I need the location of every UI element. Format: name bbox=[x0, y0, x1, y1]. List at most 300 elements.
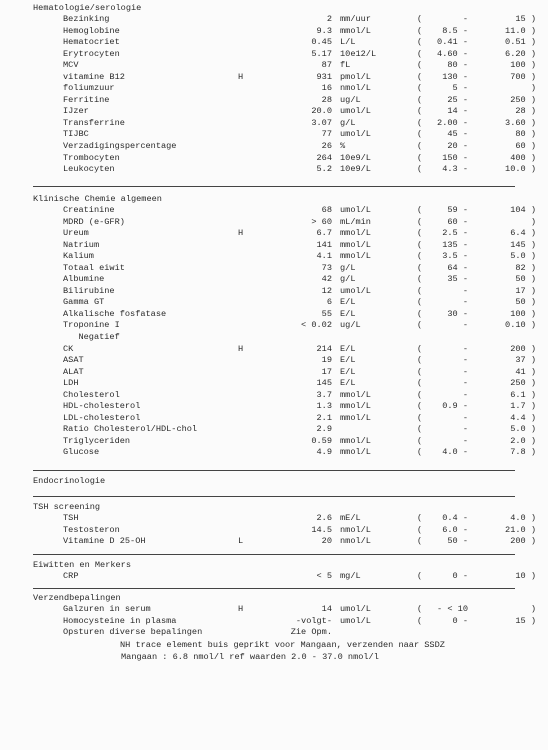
test-name: Leukocyten bbox=[63, 164, 115, 175]
reference-high: 50 ) bbox=[515, 274, 536, 285]
result-row bbox=[33, 216, 536, 229]
result-value: 2.1 bbox=[316, 412, 332, 423]
result-value: 1.3 bbox=[316, 401, 332, 412]
result-row bbox=[33, 320, 536, 332]
test-name: CK bbox=[63, 343, 74, 354]
reference-low: 25 - bbox=[447, 94, 468, 105]
reference-high: 104 ) bbox=[510, 205, 536, 215]
reference-open-paren: ( bbox=[417, 412, 423, 423]
test-name: TSH bbox=[63, 513, 79, 523]
result-unit: mmol/L bbox=[340, 251, 371, 262]
result-unit: umol/L bbox=[340, 604, 371, 614]
result-unit: mmol/L bbox=[340, 239, 371, 250]
result-value: 17 bbox=[321, 366, 332, 377]
section-endocrinologie bbox=[33, 475, 533, 487]
result-row bbox=[33, 571, 536, 583]
reference-open-paren: ( bbox=[417, 524, 423, 535]
result-value: 6.7 bbox=[316, 228, 332, 239]
section-divider bbox=[33, 496, 515, 497]
reference-open-paren: ( bbox=[417, 378, 423, 389]
reference-open-paren: ( bbox=[417, 435, 423, 446]
reference-low: - bbox=[462, 389, 468, 400]
test-name: Creatinine bbox=[63, 205, 115, 215]
test-name: MCV bbox=[63, 60, 79, 71]
result-row bbox=[33, 164, 536, 176]
reference-low: 64 - bbox=[447, 262, 468, 273]
result-value: 3.07 bbox=[311, 117, 332, 128]
test-name: Gamma GT bbox=[63, 297, 105, 308]
reference-low: - bbox=[462, 343, 468, 354]
result-value: 264 bbox=[316, 152, 332, 163]
result-row bbox=[33, 513, 536, 525]
result-row bbox=[33, 239, 536, 252]
reference-low: 2.00 - bbox=[437, 117, 468, 128]
reference-high: 700 ) bbox=[510, 71, 536, 82]
reference-low: - bbox=[462, 435, 468, 446]
result-unit: 10e9/L bbox=[340, 152, 371, 163]
result-unit: 10e9/L bbox=[340, 164, 371, 175]
result-row bbox=[33, 94, 536, 107]
result-unit: % bbox=[340, 141, 346, 152]
result-value: 20 bbox=[321, 536, 332, 547]
reference-low: - bbox=[462, 297, 468, 308]
result-value: 0.59 bbox=[311, 435, 332, 446]
result-row bbox=[33, 412, 536, 425]
result-unit: mmol/L bbox=[340, 228, 371, 239]
result-row bbox=[33, 355, 536, 367]
reference-open-paren: ( bbox=[417, 615, 423, 626]
result-unit: mE/L bbox=[340, 513, 361, 523]
test-name: HDL-cholesterol bbox=[63, 401, 141, 412]
result-row bbox=[33, 285, 536, 298]
reference-low: 5 - bbox=[452, 83, 468, 94]
reference-high: 50 ) bbox=[515, 297, 536, 308]
test-name: Testosteron bbox=[63, 524, 120, 535]
test-name: TIJBC bbox=[63, 129, 89, 140]
note-line-2: Mangaan : 6.8 nmol/l ref waarden 2.0 - 37.0 nmol/l bbox=[121, 652, 379, 662]
reference-open-paren: ( bbox=[417, 94, 423, 105]
reference-low: 4.60 - bbox=[437, 48, 468, 59]
abnormal-flag: H bbox=[238, 228, 244, 239]
test-name: IJzer bbox=[63, 106, 89, 117]
section-divider bbox=[33, 186, 515, 187]
result-value: 12 bbox=[321, 285, 332, 296]
section-divider bbox=[33, 554, 515, 555]
test-name: Kalium bbox=[63, 251, 94, 262]
result-value: 5.2 bbox=[316, 164, 332, 175]
reference-high: 17 ) bbox=[515, 285, 536, 296]
reference-low: 3.5 - bbox=[442, 251, 468, 262]
result-value: 73 bbox=[321, 262, 332, 273]
reference-open-paren: ( bbox=[417, 536, 423, 547]
reference-low: - bbox=[462, 14, 468, 24]
reference-open-paren: ( bbox=[417, 447, 423, 458]
test-name: foliumzuur bbox=[63, 83, 115, 94]
reference-low: - bbox=[462, 285, 468, 296]
test-name: LDH bbox=[63, 378, 79, 389]
test-name: Vitamine D 25-OH bbox=[63, 536, 146, 547]
reference-open-paren: ( bbox=[417, 343, 423, 354]
reference-open-paren: ( bbox=[417, 37, 423, 48]
reference-low: 0.4 - bbox=[442, 513, 468, 523]
reference-open-paren: ( bbox=[417, 216, 423, 227]
result-row bbox=[33, 424, 536, 436]
result-row bbox=[33, 117, 536, 130]
reference-high: 10.0 ) bbox=[505, 164, 536, 175]
result-row bbox=[33, 615, 536, 628]
reference-open-paren: ( bbox=[417, 129, 423, 140]
reference-low: 4.0 - bbox=[442, 447, 468, 458]
abnormal-flag: H bbox=[238, 604, 244, 614]
reference-high: 15 ) bbox=[515, 14, 536, 24]
reference-open-paren: ( bbox=[417, 401, 423, 412]
result-row bbox=[33, 205, 536, 217]
result-unit: nmol/L bbox=[340, 524, 371, 535]
reference-low: 80 - bbox=[447, 60, 468, 71]
reference-low: - bbox=[462, 378, 468, 389]
reference-open-paren: ( bbox=[417, 366, 423, 377]
result-unit: umol/L bbox=[340, 285, 371, 296]
reference-open-paren: ( bbox=[417, 25, 423, 36]
result-value: -volgt- bbox=[295, 615, 332, 626]
section-eiwitten-merkers bbox=[33, 559, 536, 583]
reference-open-paren: ( bbox=[417, 604, 423, 614]
test-name: Totaal eiwit bbox=[63, 262, 125, 273]
result-unit: 10e12/L bbox=[340, 48, 377, 59]
reference-open-paren: ( bbox=[417, 71, 423, 82]
reference-high: 41 ) bbox=[515, 366, 536, 377]
reference-high: 4.4 ) bbox=[510, 412, 536, 423]
test-name: Erytrocyten bbox=[63, 48, 120, 59]
reference-high: 6.1 ) bbox=[510, 389, 536, 400]
reference-open-paren: ( bbox=[417, 251, 423, 262]
result-unit: E/L bbox=[340, 297, 356, 308]
result-row bbox=[33, 129, 536, 141]
reference-open-paren: ( bbox=[417, 320, 423, 331]
reference-high: 5.0 ) bbox=[510, 251, 536, 262]
reference-open-paren: ( bbox=[417, 14, 423, 24]
result-unit: mmol/L bbox=[340, 447, 371, 458]
test-name: Natrium bbox=[63, 239, 100, 250]
reference-open-paren: ( bbox=[417, 274, 423, 285]
result-unit: umol/L bbox=[340, 205, 371, 215]
result-value: 42 bbox=[321, 274, 332, 285]
reference-low: 130 - bbox=[442, 71, 468, 82]
reference-high: 250 ) bbox=[510, 378, 536, 389]
test-name: Homocysteine in plasma bbox=[63, 615, 177, 626]
reference-high: 37 ) bbox=[515, 355, 536, 366]
reference-high: ) bbox=[530, 83, 536, 94]
result-value: 14.5 bbox=[311, 524, 332, 535]
test-name: Galzuren in serum bbox=[63, 604, 151, 614]
test-name: Glucose bbox=[63, 447, 100, 458]
test-name: ASAT bbox=[63, 355, 84, 366]
test-name: Opsturen diverse bepalingen bbox=[63, 627, 203, 638]
result-unit: E/L bbox=[340, 366, 356, 377]
reference-high: ) bbox=[530, 604, 536, 614]
result-unit: E/L bbox=[340, 355, 356, 366]
result-row bbox=[33, 228, 536, 240]
reference-high: 11.0 ) bbox=[505, 25, 536, 36]
result-unit: mmol/L bbox=[340, 412, 371, 423]
reference-low: 35 - bbox=[447, 274, 468, 285]
section-title: TSH screening bbox=[33, 502, 101, 512]
reference-high: 21.0 ) bbox=[505, 524, 536, 535]
result-row bbox=[33, 627, 533, 639]
test-name: ALAT bbox=[63, 366, 84, 377]
section-hematologie bbox=[33, 2, 536, 176]
result-row bbox=[33, 332, 533, 344]
result-row bbox=[33, 251, 536, 263]
result-value: 2.6 bbox=[316, 513, 332, 523]
note-line-1: NH trace element buis geprikt voor Mangaan, verzenden naar SSDZ bbox=[120, 640, 445, 650]
reference-high: 10 ) bbox=[515, 571, 536, 581]
result-value: 55 bbox=[321, 308, 332, 319]
test-name: Hemoglobine bbox=[63, 25, 120, 36]
result-row bbox=[33, 389, 536, 402]
result-row bbox=[33, 378, 536, 390]
test-name: Ferritine bbox=[63, 94, 110, 105]
test-name: Negatief bbox=[63, 332, 120, 343]
result-unit: ug/L bbox=[340, 94, 361, 105]
result-value: 5.17 bbox=[311, 48, 332, 59]
result-row bbox=[33, 262, 536, 275]
reference-low: - bbox=[462, 366, 468, 377]
reference-open-paren: ( bbox=[417, 83, 423, 94]
test-name: Trombocyten bbox=[63, 152, 120, 163]
result-row bbox=[33, 297, 536, 309]
reference-low: 2.5 - bbox=[442, 228, 468, 239]
result-row bbox=[33, 435, 536, 448]
result-value: 19 bbox=[321, 355, 332, 366]
reference-low: - bbox=[462, 424, 468, 435]
reference-open-paren: ( bbox=[417, 117, 423, 128]
result-unit: ug/L bbox=[340, 320, 361, 331]
reference-low: 0 - bbox=[452, 615, 468, 626]
reference-open-paren: ( bbox=[417, 141, 423, 152]
reference-open-paren: ( bbox=[417, 513, 423, 523]
reference-open-paren: ( bbox=[417, 239, 423, 250]
result-value: 28 bbox=[321, 94, 332, 105]
result-value: < 5 bbox=[316, 571, 332, 581]
reference-high: 250 ) bbox=[510, 94, 536, 105]
section-title: Eiwitten en Merkers bbox=[33, 560, 131, 570]
result-value: Zie Opm. bbox=[290, 627, 332, 638]
section-title: Endocrinologie bbox=[33, 476, 106, 486]
test-name: Alkalische fosfatase bbox=[63, 308, 167, 319]
test-name: LDL-cholesterol bbox=[63, 412, 141, 423]
result-value: 3.7 bbox=[316, 389, 332, 400]
reference-high: 145 ) bbox=[510, 239, 536, 250]
reference-low: - bbox=[462, 355, 468, 366]
reference-high: 200 ) bbox=[510, 536, 536, 547]
reference-low: 59 - bbox=[447, 205, 468, 215]
result-value: 2.9 bbox=[316, 424, 332, 435]
result-row bbox=[33, 447, 536, 459]
result-row bbox=[33, 106, 536, 118]
section-divider bbox=[33, 588, 515, 589]
result-value: 68 bbox=[321, 205, 332, 215]
result-row bbox=[33, 37, 536, 49]
section-title: Hematologie/serologie bbox=[33, 3, 142, 13]
result-unit: mmol/L bbox=[340, 435, 371, 446]
test-name: Triglyceriden bbox=[63, 435, 131, 446]
result-unit: mm/uur bbox=[340, 14, 371, 24]
reference-low: - bbox=[462, 320, 468, 331]
result-row bbox=[33, 152, 536, 165]
reference-low: 30 - bbox=[447, 308, 468, 319]
result-row bbox=[33, 604, 536, 616]
reference-low: 0.41 - bbox=[437, 37, 468, 48]
test-name: Cholesterol bbox=[63, 389, 120, 400]
result-unit: mL/min bbox=[340, 216, 371, 227]
reference-high: 6.4 ) bbox=[510, 228, 536, 239]
reference-high: 0.10 ) bbox=[505, 320, 536, 331]
test-name: Bilirubine bbox=[63, 285, 115, 296]
reference-open-paren: ( bbox=[417, 205, 423, 215]
result-row bbox=[33, 524, 536, 537]
reference-high: 82 ) bbox=[515, 262, 536, 273]
result-unit: mmol/L bbox=[340, 401, 371, 412]
result-unit: mmol/L bbox=[340, 389, 371, 400]
result-unit: fL bbox=[340, 60, 351, 71]
reference-open-paren: ( bbox=[417, 228, 423, 239]
result-row bbox=[33, 14, 536, 26]
reference-open-paren: ( bbox=[417, 164, 423, 175]
test-name: MDRD (e-GFR) bbox=[63, 216, 125, 227]
section-title: Verzendbepalingen bbox=[33, 593, 121, 603]
result-row bbox=[33, 366, 536, 379]
result-unit: E/L bbox=[340, 343, 356, 354]
result-unit: g/L bbox=[340, 274, 356, 285]
result-value: 4.1 bbox=[316, 251, 332, 262]
test-name: Hematocriet bbox=[63, 37, 120, 48]
result-value: 20.0 bbox=[311, 106, 332, 117]
reference-open-paren: ( bbox=[417, 106, 423, 117]
reference-low: - < 10 bbox=[437, 604, 468, 614]
reference-high: 80 ) bbox=[515, 129, 536, 140]
result-value: 4.9 bbox=[316, 447, 332, 458]
result-value: 931 bbox=[316, 71, 332, 82]
result-unit: nmol/L bbox=[340, 83, 371, 94]
reference-low: 0 - bbox=[452, 571, 468, 581]
result-value: 77 bbox=[321, 129, 332, 140]
section-verzendbepalingen bbox=[33, 592, 536, 639]
reference-high: 3.60 ) bbox=[505, 117, 536, 128]
result-row bbox=[33, 83, 536, 95]
result-row bbox=[33, 536, 536, 548]
reference-high: 0.51 ) bbox=[505, 37, 536, 48]
result-unit: E/L bbox=[340, 308, 356, 319]
reference-low: 50 - bbox=[447, 536, 468, 547]
reference-high: ) bbox=[530, 216, 536, 227]
result-unit: pmol/L bbox=[340, 71, 371, 82]
reference-high: 15 ) bbox=[515, 615, 536, 626]
reference-low: 20 - bbox=[447, 141, 468, 152]
result-value: > 60 bbox=[311, 216, 332, 227]
reference-high: 60 ) bbox=[515, 141, 536, 152]
reference-high: 100 ) bbox=[510, 60, 536, 71]
reference-low: 45 - bbox=[447, 129, 468, 140]
result-unit: E/L bbox=[340, 378, 356, 389]
reference-high: 200 ) bbox=[510, 343, 536, 354]
reference-open-paren: ( bbox=[417, 297, 423, 308]
reference-high: 5.0 ) bbox=[510, 424, 536, 435]
abnormal-flag: H bbox=[238, 71, 244, 82]
result-value: 214 bbox=[316, 343, 332, 354]
result-value: 87 bbox=[321, 60, 332, 71]
reference-open-paren: ( bbox=[417, 355, 423, 366]
result-unit: L/L bbox=[340, 37, 356, 48]
reference-open-paren: ( bbox=[417, 424, 423, 435]
result-value: 26 bbox=[321, 141, 332, 152]
reference-low: - bbox=[462, 412, 468, 423]
reference-low: 6.0 - bbox=[442, 524, 468, 535]
test-name: Albumine bbox=[63, 274, 105, 285]
section-tsh-screening bbox=[33, 501, 536, 548]
test-name: vitamine B12 bbox=[63, 71, 125, 82]
result-value: 145 bbox=[316, 378, 332, 389]
result-unit: g/L bbox=[340, 262, 356, 273]
test-name: Transferrine bbox=[63, 117, 125, 128]
test-name: CRP bbox=[63, 571, 79, 581]
result-unit: mg/L bbox=[340, 571, 361, 581]
abnormal-flag: H bbox=[238, 343, 244, 354]
section-klinische-chemie bbox=[33, 193, 536, 459]
reference-high: 1.7 ) bbox=[510, 401, 536, 412]
result-unit: g/L bbox=[340, 117, 356, 128]
result-value: 6 bbox=[326, 297, 332, 308]
result-unit: mmol/L bbox=[340, 25, 371, 36]
result-value: 141 bbox=[316, 239, 332, 250]
abnormal-flag: L bbox=[238, 536, 244, 547]
reference-open-paren: ( bbox=[417, 285, 423, 296]
reference-high: 28 ) bbox=[515, 106, 536, 117]
result-row bbox=[33, 71, 536, 84]
result-row bbox=[33, 141, 536, 153]
result-unit: nmol/L bbox=[340, 536, 371, 547]
reference-low: 60 - bbox=[447, 216, 468, 227]
test-name: Ratio Cholesterol/HDL-chol bbox=[63, 424, 198, 435]
result-value: 16 bbox=[321, 83, 332, 94]
reference-low: 8.5 - bbox=[442, 25, 468, 36]
reference-high: 2.0 ) bbox=[510, 435, 536, 446]
result-value: < 0.02 bbox=[301, 320, 332, 331]
reference-low: 14 - bbox=[447, 106, 468, 117]
result-value: 2 bbox=[326, 14, 332, 24]
reference-open-paren: ( bbox=[417, 60, 423, 71]
result-value: 0.45 bbox=[311, 37, 332, 48]
reference-high: 4.0 ) bbox=[510, 513, 536, 523]
result-row bbox=[33, 274, 536, 286]
section-title: Klinische Chemie algemeen bbox=[33, 194, 162, 204]
reference-low: 0.9 - bbox=[442, 401, 468, 412]
reference-high: 100 ) bbox=[510, 308, 536, 319]
result-row bbox=[33, 60, 536, 72]
result-value: 9.3 bbox=[316, 25, 332, 36]
reference-open-paren: ( bbox=[417, 308, 423, 319]
reference-high: 400 ) bbox=[510, 152, 536, 163]
reference-open-paren: ( bbox=[417, 152, 423, 163]
result-unit: umol/L bbox=[340, 615, 371, 626]
reference-low: 4.3 - bbox=[442, 164, 468, 175]
test-name: Troponine I bbox=[63, 320, 120, 331]
test-name: Bezinking bbox=[63, 14, 110, 24]
reference-low: 150 - bbox=[442, 152, 468, 163]
test-name: Ureum bbox=[63, 228, 89, 239]
result-value: 14 bbox=[321, 604, 332, 614]
result-row bbox=[33, 48, 536, 61]
